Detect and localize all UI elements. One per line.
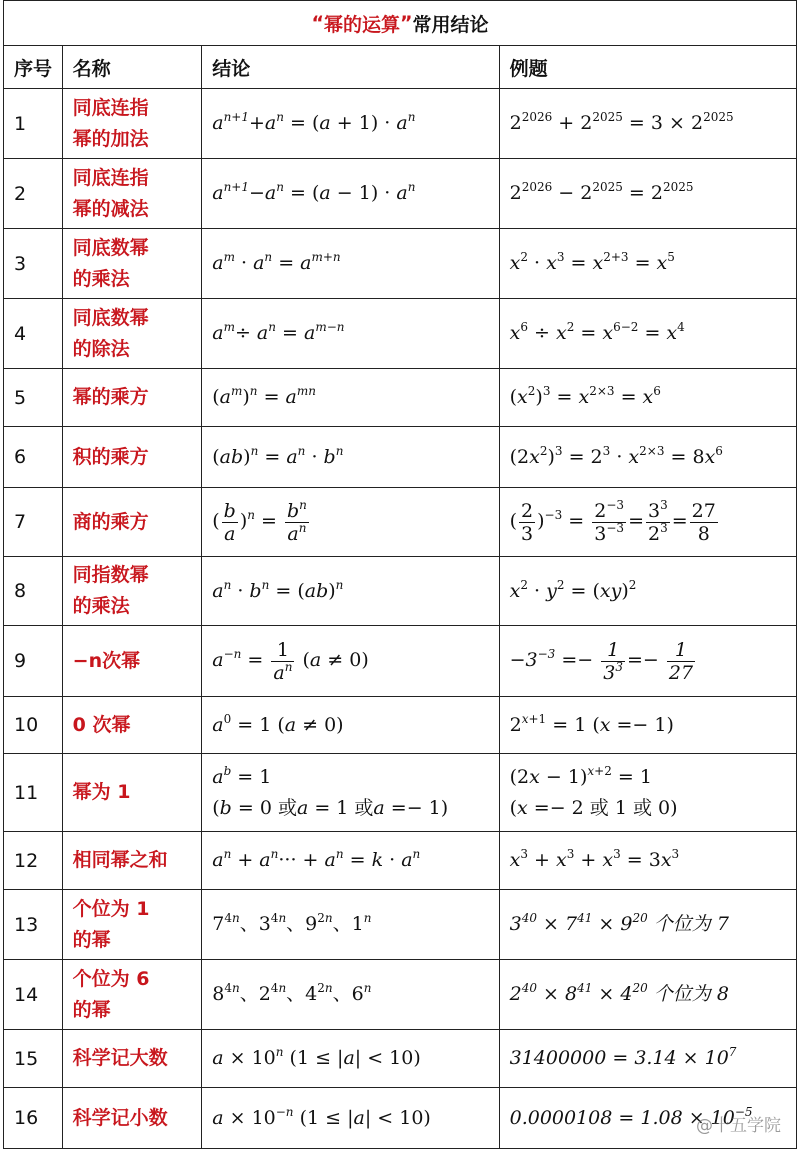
example-cell: $-3^{-3}$ =− $\frac{1}{3^3}$ =− $\frac{1}{27}$ — [499, 626, 796, 697]
conclusion-cell: $a^{n+1}-a^n = (a - 1) \cdot a^n$ — [202, 159, 499, 229]
row-number: 10 — [4, 697, 63, 754]
example-cell: $31400000 = 3.14 \times 10^7$ — [499, 1030, 796, 1088]
row-number: 2 — [4, 159, 63, 229]
example-cell: $(x^2)^3 = x^{2\times 3} = x^6$ — [499, 369, 796, 427]
conclusion-cell: $(a^m)^n = a^{mn}$ — [202, 369, 499, 427]
sheet-title — [3, 0, 797, 45]
rule-name — [62, 229, 202, 299]
row-number: 14 — [4, 960, 63, 1030]
conclusion-cell: $a \times 10^{-n}$ (1 ≤ |a| < 10) — [202, 1088, 499, 1149]
header-no: 序号 — [4, 46, 63, 89]
example-cell: $2^{40} \times 8^{41} \times 4^{20}$ 个位为 8 — [499, 960, 796, 1030]
rule-name — [62, 960, 202, 1030]
conclusion-cell: $a^n + a^n\cdot\cdot\cdot + a^n = k \cdot a^n$ — [202, 832, 499, 890]
conclusion-cell: $a^n \cdot b^n = (ab)^n$ — [202, 557, 499, 626]
example-cell: $x^3 + x^3 + x^3 = 3x^3$ — [499, 832, 796, 890]
rule-name — [62, 89, 202, 159]
rule-name — [62, 697, 202, 754]
table-row — [4, 427, 797, 488]
rule-name — [62, 488, 202, 557]
rule-name-line: 同底连指 — [72, 96, 149, 119]
example-cell: $3^{40} \times 7^{41} \times 9^{20}$ 个位为 7 — [499, 890, 796, 960]
header-name: 名称 — [62, 46, 202, 89]
example-cell: $x^6 \div x^2 = x^{6-2} = x^4$ — [499, 299, 796, 369]
example-cell: $x^2 \cdot y^2 = (xy)^2$ — [499, 557, 796, 626]
rule-name — [62, 1088, 202, 1149]
example-cell: $(2x - 1)^{x+2} = 1$ (x =− 2 或 1 或 0) — [499, 754, 796, 832]
table-row — [4, 960, 797, 1030]
rule-name-line: 同指数幂 — [72, 564, 149, 586]
row-number: 5 — [4, 369, 63, 427]
table-row — [4, 488, 797, 557]
rule-name-line: 同底数幂 — [72, 236, 149, 259]
row-number: 3 — [4, 229, 63, 299]
title-quote-close: ” — [400, 12, 413, 34]
table-row — [4, 1088, 797, 1149]
rule-name-line: 的除法 — [72, 337, 130, 360]
rule-name-line: 的乘法 — [72, 595, 130, 617]
rule-name-line: 科学记小数 — [72, 1106, 168, 1129]
example-cell: $x^2 \cdot x^3 = x^{2+3} = x^5$ — [499, 229, 796, 299]
conclusion-cell: $7^{4n}$、$3^{4n}$、$9^{2n}$、1$^n$ — [202, 890, 499, 960]
rule-name-line: 个位为 1 — [72, 897, 150, 920]
title-highlight: 幂的运算 — [323, 13, 400, 36]
watermark: @十五学院 — [696, 1116, 781, 1136]
conclusion-cell: $a^b = 1$ (b = 0 或a = 1 或a =− 1) — [202, 754, 499, 832]
example-cell: $0.0000108 = 1.08 \times 10^{-5}$ — [499, 1088, 796, 1149]
rule-name — [62, 832, 202, 890]
rule-name-line: 的幂 — [72, 998, 111, 1021]
table-row — [4, 754, 797, 832]
rule-name-line: 的乘法 — [72, 267, 130, 290]
example-cell: $(2x^2)^3 = 2^3 \cdot x^{2\times 3} = 8x^6$ — [499, 427, 796, 488]
rule-name-line: 相同幂之和 — [72, 849, 168, 871]
title-quote-open: “ — [311, 12, 324, 34]
table-row — [4, 159, 797, 229]
conclusion-cell: $a^{n+1}+a^n = (a + 1) \cdot a^n$ — [202, 89, 499, 159]
rule-name-line: 幂为 1 — [72, 781, 131, 803]
rule-name — [62, 1030, 202, 1088]
table-row — [4, 89, 797, 159]
table-row — [4, 369, 797, 427]
table-row — [4, 299, 797, 369]
rule-name-line: 0 次幂 — [72, 713, 131, 736]
rule-name — [62, 626, 202, 697]
conclusion-cell: $8^{4n}$、$2^{4n}$、$4^{2n}$、6$^n$ — [202, 960, 499, 1030]
table-row — [4, 890, 797, 960]
rule-name-line: 积的乘方 — [72, 445, 149, 468]
conclusion-cell: $a^0 = 1$ (a ≠ 0) — [202, 697, 499, 754]
conclusion-cell: $a^{-n}$ = $\frac{1}{a^n}$ (a ≠ 0) — [202, 626, 499, 697]
conclusion-cell: $(ab)^n = a^n \cdot b^n$ — [202, 427, 499, 488]
table-row — [4, 229, 797, 299]
rule-name — [62, 754, 202, 832]
table-row — [4, 832, 797, 890]
row-number: 16 — [4, 1088, 63, 1149]
table-row — [4, 626, 797, 697]
conclusion-cell: ( $\frac{b}{a}$ )$^n$ = $\frac{b^n}{a^n}$ — [202, 488, 499, 557]
rule-name-line: 商的乘方 — [72, 510, 149, 533]
rule-name-line: 幂的乘方 — [72, 386, 149, 408]
rule-name — [62, 369, 202, 427]
row-number: 12 — [4, 832, 63, 890]
rule-name — [62, 299, 202, 369]
header-example: 例题 — [499, 46, 796, 89]
rule-name — [62, 557, 202, 626]
rule-name-line: 科学记大数 — [72, 1047, 168, 1069]
row-number: 6 — [4, 427, 63, 488]
formula-sheet — [3, 0, 797, 1152]
rule-name-line: 同底数幂 — [72, 306, 149, 329]
table-row — [4, 1030, 797, 1088]
header-row — [4, 46, 797, 89]
conclusion-cell: $a^m \cdot a^n = a^{m+n}$ — [202, 229, 499, 299]
rules-table — [3, 45, 797, 1149]
rule-name — [62, 159, 202, 229]
table-row — [4, 697, 797, 754]
example-cell: $2^{2026} + 2^{2025} = 3 \times 2^{2025}$ — [499, 89, 796, 159]
example-cell: $2^{x+1} = 1$ (x =− 1) — [499, 697, 796, 754]
rule-name-line: 同底连指 — [72, 166, 149, 189]
row-number: 11 — [4, 754, 63, 832]
example-cell: ( $\frac{2}{3}$ )$^{-3}$ = $\frac{2^{-3}}{3^{-3}}$ = $\frac{3^3}{2^3}$ = $\frac{27}{8}$ — [499, 488, 796, 557]
conclusion-cell: $a^m\div a^n = a^{m-n}$ — [202, 299, 499, 369]
conclusion-cell: $a \times 10^n$ (1 ≤ |a| < 10) — [202, 1030, 499, 1088]
example-cell: $2^{2026} - 2^{2025} = 2^{2025}$ — [499, 159, 796, 229]
row-number: 9 — [4, 626, 63, 697]
row-number: 4 — [4, 299, 63, 369]
rule-name — [62, 427, 202, 488]
row-number: 13 — [4, 890, 63, 960]
rule-name-line: 个位为 6 — [72, 967, 150, 990]
rule-name — [62, 890, 202, 960]
title-rest: 常用结论 — [412, 13, 489, 36]
rule-name-line: 幂的加法 — [72, 127, 149, 150]
rule-name-line: 幂的减法 — [72, 197, 149, 220]
rule-name-line: −n次幂 — [72, 649, 141, 672]
header-conclusion: 结论 — [202, 46, 499, 89]
table-row — [4, 557, 797, 626]
row-number: 1 — [4, 89, 63, 159]
rule-name-line: 的幂 — [72, 928, 111, 951]
row-number: 8 — [4, 557, 63, 626]
row-number: 15 — [4, 1030, 63, 1088]
row-number: 7 — [4, 488, 63, 557]
